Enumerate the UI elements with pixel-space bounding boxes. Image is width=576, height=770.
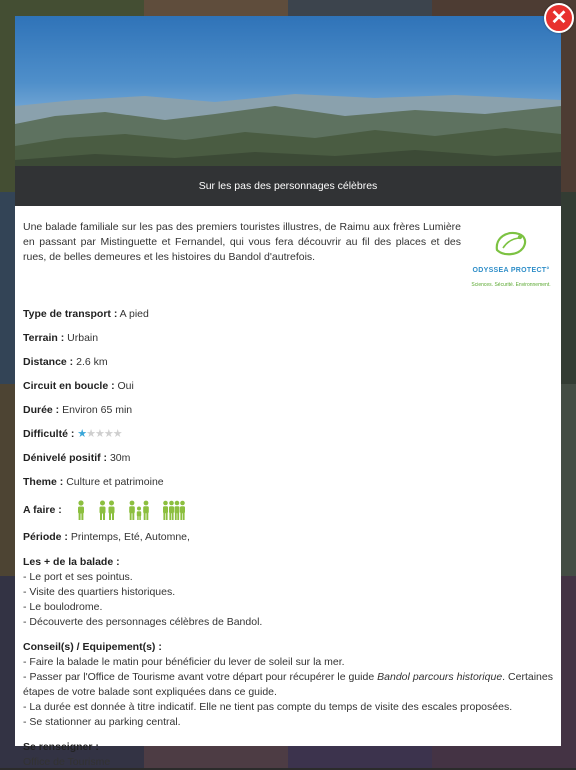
content-area [15, 206, 561, 770]
info-value: Office de Tourisme [23, 756, 111, 768]
distance-row: Distance : 2.6 km [23, 356, 108, 368]
landscape-illustration [15, 76, 561, 166]
terrain-value: Urbain [67, 332, 99, 344]
hero-caption: Sur les pas des personnages célèbres [15, 166, 561, 206]
period-row: Période : Printemps, Eté, Automne, [23, 531, 190, 543]
intro-text: Une balade familiale sur les pas des premiers touristes illustres, de Raimu aux frères Lumière en passant par Mistinguette et Fernandel, qui vous fera découvrir au fil des places et des rues, de belles demeures et les histoires du Bandol d'autrefois. [23, 221, 461, 263]
info-title: Se renseigner : [23, 741, 99, 753]
list-item: - Découverte des personnages célèbres de Bandol. [23, 616, 263, 628]
list-item: - Visite des quartiers historiques. [23, 586, 176, 598]
loop-row: Circuit en boucle : Oui [23, 380, 134, 392]
star-icon: ★ [112, 428, 122, 440]
duration-row: Durée : Environ 65 min [23, 404, 133, 416]
list-item: - Le boulodrome. [23, 601, 103, 613]
period-value: Printemps, Eté, Automne, [70, 531, 190, 543]
transport-value: A pied [119, 308, 149, 320]
theme-value: Culture et patrimoine [66, 476, 164, 488]
difficulty-rating [77, 428, 121, 440]
list-item: - Le port et ses pointus. [23, 571, 133, 583]
star-icon: ★ [103, 428, 113, 440]
elevation-row: Dénivelé positif : 30m [23, 452, 131, 464]
logo-tagline: Sciences. Sécurité. Environnement. [471, 282, 551, 288]
person-couple-icon [98, 500, 116, 520]
highlights-section [23, 555, 553, 630]
person-single-icon [76, 500, 86, 520]
group-icon [162, 500, 186, 520]
info-section [23, 740, 553, 770]
loop-value: Oui [117, 380, 134, 392]
advice-title: Conseil(s) / Equipement(s) : [23, 641, 162, 653]
theme-row: Theme : Culture et patrimoine [23, 476, 164, 488]
close-icon: ✕ [550, 7, 568, 29]
difficulty-row: Difficulté : ★★★★★ [23, 428, 122, 440]
elevation-value: 30m [109, 452, 131, 464]
star-icon: ★ [86, 428, 96, 440]
distance-value: 2.6 km [76, 356, 108, 368]
duration-value: Environ 65 min [62, 404, 133, 416]
advice-line: - Passer par l'Office de Tourisme avant votre départ pour récupérer le guide Bandol parcours historique. Certaines étapes de votre balade sont expliquées dans ce guide. [23, 671, 553, 698]
hero-image [15, 16, 561, 206]
close-button[interactable] [544, 3, 574, 33]
guide-title: Bandol parcours historique [377, 671, 503, 683]
highlights-title: Les + de la balade : [23, 556, 120, 568]
terrain-row: Terrain : Urbain [23, 332, 99, 344]
afaire-row: A faire : [23, 500, 553, 520]
detail-modal [15, 16, 561, 768]
transport-row: Type de transport : A pied [23, 308, 149, 320]
logo-brand: ODYSSEA PROTECT° [472, 267, 550, 274]
odyssea-logo [469, 228, 553, 293]
advice-line: - Se stationner au parking central. [23, 716, 181, 728]
family-icon [128, 500, 150, 520]
advice-line: - La durée est donnée à titre indicatif. Elle ne tient pas compte du temps de visite des escales proposées. [23, 701, 513, 713]
advice-section [23, 640, 553, 730]
advice-line: - Faire la balade le matin pour bénéficier du lever de soleil sur la mer. [23, 656, 345, 668]
star-icon: ★ [77, 428, 87, 440]
star-icon: ★ [95, 428, 104, 440]
leaf-logo-icon [489, 228, 533, 258]
